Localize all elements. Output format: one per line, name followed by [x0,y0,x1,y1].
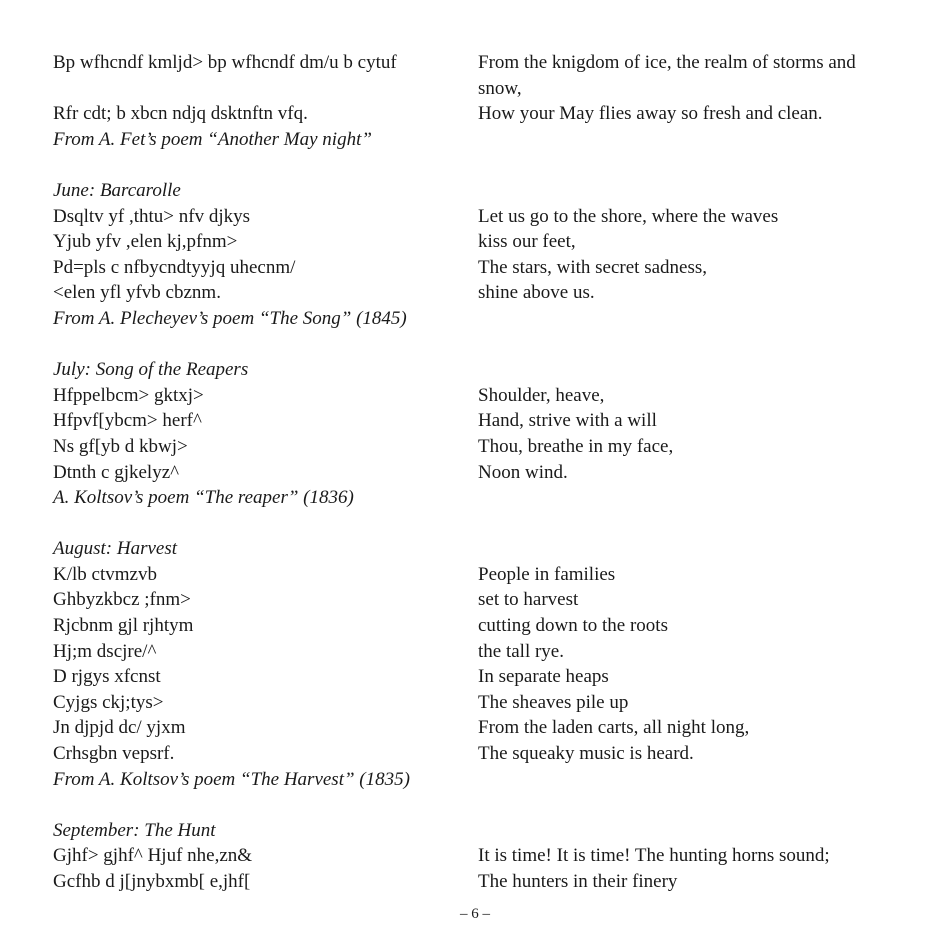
september-translation-line: The hunters in their finery [478,871,678,892]
august-line: D rjgys xfcnst [53,666,161,688]
russian-text-column [53,50,453,895]
june-translation-line: Let us go to the shore, where the waves [478,205,779,227]
may-line-1: Bp wfhcndf kmljd> bp wfhcndf dm/u b cytuf [53,52,397,73]
august-translation-line: cutting down to the roots [478,615,668,637]
august-translation-line: People in families [478,563,616,585]
spacer [478,357,898,383]
june-line: Dsqltv yf ,thtu> nfv djkys [53,205,251,227]
august-line: K/lb ctvmzvb [53,563,157,585]
july-translation-line: Noon wind. [478,461,568,483]
july-line: Dtnth c gjkelyz^ [53,461,180,483]
spacer [478,178,898,204]
july-line: Hfppelbcm> gktxj> [53,384,204,406]
spacer [478,792,898,818]
spacer [53,152,453,178]
august-translation-line: set to harvest [478,589,579,611]
june-line: <elen yfl yfvb cbznm. [53,282,221,304]
june-translation-line: shine above us. [478,282,595,304]
page-number: – 6 – [460,906,490,922]
august-line: Crhsgbn vepsrf. [53,743,175,765]
august-line: Cyjgs ckj;tys> [53,691,164,713]
may-source: From A. Fet’s poem “Another May night” [53,128,372,150]
spacer [478,536,898,562]
august-line: Rjcbnm gjl rjhtym [53,615,194,637]
july-translation-line: Shoulder, heave, [478,384,605,406]
august-source: From A. Koltsov’s poem “The Harvest” (1835) [53,768,410,790]
july-source: A. Koltsov’s poem “The reaper” (1836) [53,487,354,509]
august-line: Jn djpjd dc/ yjxm [53,717,186,739]
august-title: August: Harvest [53,538,178,560]
august-translation-line: The squeaky music is heard. [478,743,694,765]
july-line: Hfpvf[ybcm> herf^ [53,410,202,432]
september-title: September: The Hunt [53,819,216,841]
september-line: Gjhf> gjhf^ Hjuf nhe,zn& [53,845,253,867]
july-line: Ns gf[yb d kbwj> [53,435,188,457]
june-line: Pd=pls c nfbycndtyyjq uhecnm/ [53,256,296,278]
july-title: July: Song of the Reapers [53,359,249,381]
june-line: Yjub yfv ,elen kj,pfnm> [53,231,238,253]
spacer [478,332,898,358]
may-translation-2: How your May flies away so fresh and clean. [478,103,823,125]
august-translation-line: In separate heaps [478,666,609,688]
september-line: Gcfhb d j[jnybxmb[ e,jhf[ [53,871,251,892]
june-source: From A. Plecheyev’s poem “The Song” (1845) [53,307,407,329]
spacer [53,511,453,537]
spacer [478,306,898,332]
may-translation-1: From the knigdom of ice, the realm of storms and snow, [478,52,856,99]
august-translation-line: From the laden carts, all night long, [478,717,750,739]
may-line-2: Rfr cdt; b xbcn ndjq dsktnftn vfq. [53,103,308,125]
spacer [478,485,898,511]
spacer [478,511,898,537]
september-translation-line: It is time! It is time! The hunting horns sound; [478,845,830,867]
august-translation-line: the tall rye. [478,640,564,662]
june-translation-line: The stars, with secret sadness, [478,256,707,278]
english-translation-column [478,50,898,895]
august-translation-line: The sheaves pile up [478,691,629,713]
spacer [53,792,453,818]
spacer [53,332,453,358]
august-line: Ghbyzkbcz ;fnm> [53,589,191,611]
spacer [478,127,898,153]
august-line: Hj;m dscjre/^ [53,640,157,662]
july-translation-line: Thou, breathe in my face, [478,435,674,457]
spacer [478,818,898,844]
spacer [478,152,898,178]
june-title: June: Barcarolle [53,179,181,201]
july-translation-line: Hand, strive with a will [478,410,657,432]
spacer [478,767,898,793]
june-translation-line: kiss our feet, [478,231,576,253]
spacer [53,76,453,102]
